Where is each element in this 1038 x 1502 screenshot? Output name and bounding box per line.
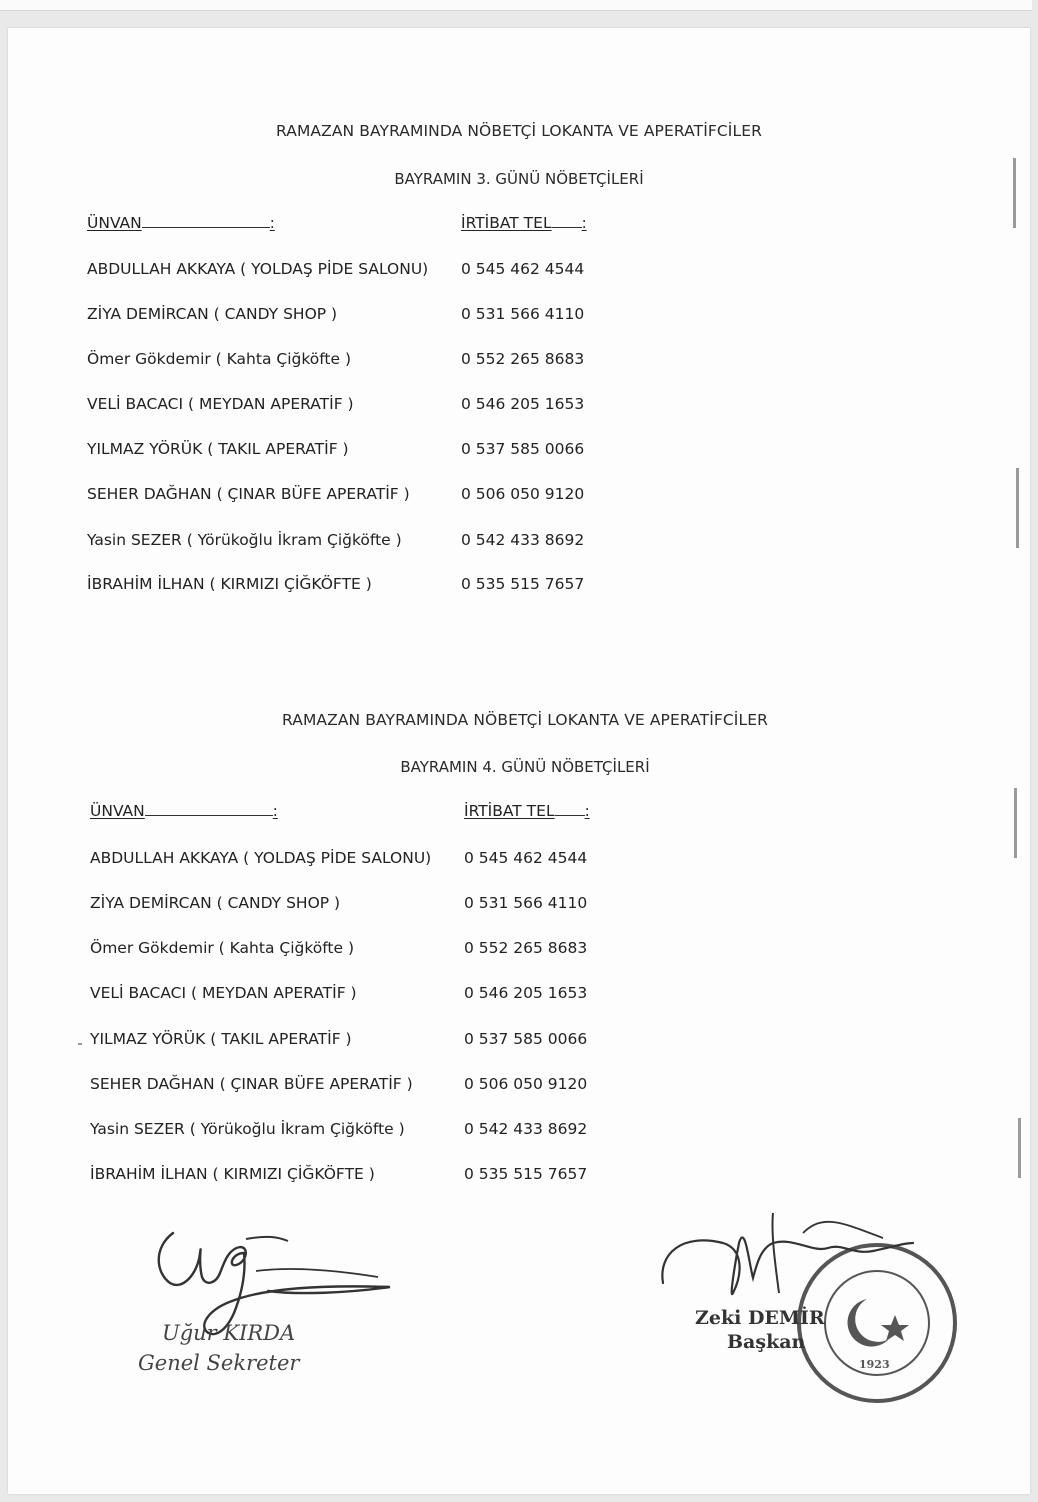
table-header <box>11 802 1033 824</box>
section-subtitle: BAYRAMIN 3. GÜNÜ NÖBETÇİLERİ <box>394 170 644 188</box>
header-name <box>87 214 275 232</box>
scan-mark <box>1013 158 1016 228</box>
table-row <box>8 260 1030 282</box>
vendor-phone: 0 535 515 7657 <box>461 575 585 593</box>
header-colon: : <box>269 214 275 232</box>
vendor-name: ZİYA DEMİRCAN ( CANDY SHOP ) <box>87 305 338 323</box>
header-rule <box>555 815 585 816</box>
table-row <box>11 1030 1033 1052</box>
header-phone-label: İRTİBAT TEL <box>461 214 552 232</box>
vendor-phone: 0 545 462 4544 <box>461 260 585 278</box>
vendor-name: ABDULLAH AKKAYA ( YOLDAŞ PİDE SALONU) <box>90 849 432 867</box>
signer-name: Uğur KIRDA <box>162 1321 296 1345</box>
vendor-name: Yasin SEZER ( Yörükoğlu İkram Çiğköfte ) <box>90 1120 405 1138</box>
table-row <box>11 1075 1033 1097</box>
header-rule <box>142 227 270 228</box>
table-row <box>11 939 1033 961</box>
vendor-name: İBRAHİM İLHAN ( KIRMIZI ÇİĞKÖFTE ) <box>90 1165 375 1183</box>
section-title: RAMAZAN BAYRAMINDA NÖBETÇİ LOKANTA VE APERATİFCİLER <box>282 711 768 729</box>
vendor-phone: 0 546 205 1653 <box>461 395 585 413</box>
stamp-year: 1923 <box>859 1358 890 1371</box>
table-row <box>11 894 1033 916</box>
table-row <box>11 849 1033 871</box>
vendor-name: YILMAZ YÖRÜK ( TAKIL APERATİF ) <box>90 1030 352 1048</box>
header-name-label: ÜNVAN <box>87 214 142 232</box>
vendor-phone: 0 537 585 0066 <box>461 440 585 458</box>
header-colon: : <box>581 214 587 232</box>
vendor-phone: 0 537 585 0066 <box>464 1030 588 1048</box>
vendor-phone: 0 552 265 8683 <box>461 350 585 368</box>
vendor-phone: 0 542 433 8692 <box>464 1120 588 1138</box>
header-phone <box>461 214 587 232</box>
signature-general-secretary <box>128 1213 408 1393</box>
header-colon: : <box>584 802 590 820</box>
header-rule <box>145 815 273 816</box>
header-name <box>90 802 278 820</box>
table-row <box>8 395 1030 417</box>
table-row <box>8 485 1030 507</box>
vendor-phone: 0 535 515 7657 <box>464 1165 588 1183</box>
table-row <box>8 440 1030 462</box>
vendor-name: YILMAZ YÖRÜK ( TAKIL APERATİF ) <box>87 440 349 458</box>
header-phone-label: İRTİBAT TEL <box>464 802 555 820</box>
table-header <box>8 214 1030 236</box>
table-row <box>11 1165 1033 1187</box>
header-rule <box>552 227 582 228</box>
scan-mark <box>1016 468 1019 548</box>
header-colon: : <box>272 802 278 820</box>
vendor-name: Yasin SEZER ( Yörükoğlu İkram Çiğköfte ) <box>87 531 402 549</box>
table-row <box>8 305 1030 327</box>
table-row <box>11 984 1033 1006</box>
signer-role: Başkan <box>727 1331 806 1353</box>
vendor-phone: 0 546 205 1653 <box>464 984 588 1002</box>
vendor-name: VELİ BACACI ( MEYDAN APERATİF ) <box>90 984 357 1002</box>
vendor-phone: 0 506 050 9120 <box>461 485 585 503</box>
vendor-phone: 0 552 265 8683 <box>464 939 588 957</box>
vendor-phone: 0 531 566 4110 <box>461 305 585 323</box>
vendor-name: ZİYA DEMİRCAN ( CANDY SHOP ) <box>90 894 341 912</box>
header-phone <box>464 802 590 820</box>
vendor-phone: 0 545 462 4544 <box>464 849 588 867</box>
vendor-name: ABDULLAH AKKAYA ( YOLDAŞ PİDE SALONU) <box>87 260 429 278</box>
table-row <box>11 1120 1033 1142</box>
document-page <box>8 28 1030 1494</box>
vendor-name: SEHER DAĞHAN ( ÇINAR BÜFE APERATİF ) <box>90 1075 413 1093</box>
vendor-name: VELİ BACACI ( MEYDAN APERATİF ) <box>87 395 354 413</box>
scan-mark <box>1014 788 1017 858</box>
previous-page-edge <box>0 0 1032 11</box>
vendor-name: Ömer Gökdemir ( Kahta Çiğköfte ) <box>90 939 355 957</box>
table-row <box>8 531 1030 553</box>
vendor-name: İBRAHİM İLHAN ( KIRMIZI ÇİĞKÖFTE ) <box>87 575 372 593</box>
header-name-label: ÜNVAN <box>90 802 145 820</box>
signer-name: Zeki DEMİR <box>695 1307 825 1329</box>
vendor-phone: 0 506 050 9120 <box>464 1075 588 1093</box>
section-title: RAMAZAN BAYRAMINDA NÖBETÇİ LOKANTA VE APERATİFCİLER <box>276 122 762 140</box>
scan-mark <box>78 1043 82 1045</box>
vendor-phone: 0 531 566 4110 <box>464 894 588 912</box>
section-subtitle: BAYRAMIN 4. GÜNÜ NÖBETÇİLERİ <box>400 758 650 776</box>
vendor-name: SEHER DAĞHAN ( ÇINAR BÜFE APERATİF ) <box>87 485 410 503</box>
vendor-phone: 0 542 433 8692 <box>461 531 585 549</box>
table-row <box>8 350 1030 372</box>
signature-president <box>653 1203 973 1413</box>
vendor-name: Ömer Gökdemir ( Kahta Çiğköfte ) <box>87 350 352 368</box>
table-row <box>8 575 1030 597</box>
signer-role: Genel Sekreter <box>138 1351 300 1375</box>
scan-mark <box>1018 1118 1021 1178</box>
